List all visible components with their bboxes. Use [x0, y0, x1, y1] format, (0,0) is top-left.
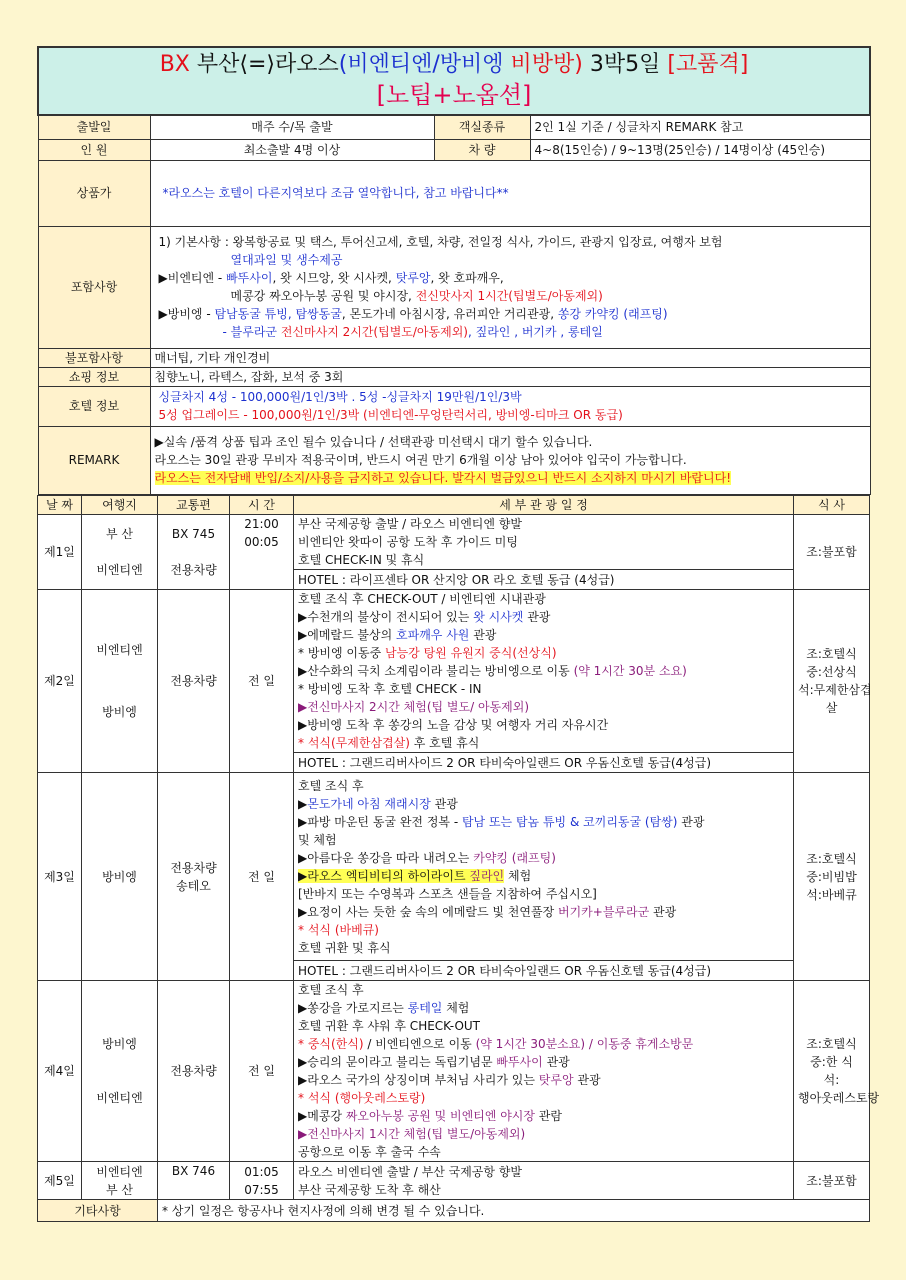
shop-value: 침향노니, 라텍스, 잡화, 보석 중 3회 [150, 367, 870, 386]
include-label: 포함사항 [38, 226, 150, 348]
day3-detail: 호텔 조식 후 ▶몬도가네 아침 재래시장 관광 ▶파방 마운틴 동굴 완전 정복 - 탐남 또는 탐놈 튜빙 & 코끼리동굴 (탐쌍) 관광 및 체험 ▶아름다운 쏭강을 따라 내려오는 카약킹 (래프팅) ▶라오스 엑티비티의 하이라이트 짚라인 체험 [반바지 또는 수영복과 스포츠 샌들을 지참하여 주십시오] ▶요정이 사는 듯한 숲 속의 에메랄드 빛 천연풀장 버기카+블루라군 관광 * 석식 (바베큐) 호텔 귀환 및 휴식 [294, 773, 794, 961]
day3-label: 제3일 [38, 773, 82, 981]
day4-place: 방비엥 비엔티엔 [82, 981, 158, 1162]
include-line-vangvieng: ▶방비엥 - 탐남동굴 튜빙, 탐쌍동굴, 몬도가네 아침시장, 유러피안 거리관광, 쏭강 카약킹 (래프팅) [158, 307, 668, 321]
day5-place: 비엔티엔 부 산 [82, 1162, 158, 1200]
day2-time: 전 일 [230, 590, 294, 773]
day4-transport: 전용차량 [158, 981, 230, 1162]
day4-meal: 조:호텔식 중:한 식 석: 행아웃레스토랑 [794, 981, 870, 1162]
day3-time: 전 일 [230, 773, 294, 981]
include-line-fruit: 열대과일 및 생수제공 [230, 253, 343, 267]
title-grade: [고품격] [667, 52, 749, 77]
vehicle-value: 4~8(15인승) / 9~13명(25인승) / 14명이상 (45인승) [530, 139, 870, 160]
depart-value: 매주 수/목 출발 [150, 115, 434, 139]
depart-label: 출발일 [38, 115, 150, 139]
day2-place: 비엔티엔 방비엥 [82, 590, 158, 773]
vehicle-label: 차 량 [434, 139, 530, 160]
hotel-single-charge: 싱글차지 4성 - 100,000원/1인/3박 . 5성 -싱글차지 19만원/1인/3박 [158, 390, 522, 404]
title-line1 [39, 50, 869, 80]
day1-time: 21:00 00:05 [230, 515, 294, 590]
day1-meal: 조:불포함 [794, 515, 870, 590]
day5-transport: BX 746 [158, 1162, 230, 1200]
people-value: 최소출발 4명 이상 [150, 139, 434, 160]
day4-detail: 호텔 조식 후 ▶쏭강을 가로지르는 롱테일 체험 호텔 귀환 후 샤워 후 CHECK-OUT * 중식(한식) / 비엔티엔으로 이동 (약 1시간 30분소요) / 이동중 휴게소방문 ▶승리의 문이라고 불리는 독립기념문 빠뚜사이 관광 ▶라오스 국가의 상징이며 부처님 사리가 있는 탓루앙 관광 * 석식 (행아웃레스토랑) ▶메콩강 짜오아누봉 공원 및 비엔티엔 야시장 관람 ▶전신마사지 1시간 체험(팁 별도/아동제외) 공항으로 이동 후 출국 수속 [294, 981, 794, 1162]
title-line2: [노팁+노옵션] [376, 81, 532, 109]
hotel-upgrade: 5성 업그레이드 - 100,000원/1인/3박 (비엔티엔-무엉탄럭서리, 방비엥-티마크 OR 동급) [158, 408, 623, 422]
exclude-label: 불포함사항 [38, 348, 150, 367]
remark-line-3: 라오스는 전자담배 반입/소지/사용을 금지하고 있습니다. 발각시 벌금있으니 반드시 소지하지 마시기 바랍니다! [154, 471, 731, 485]
day4-label: 제4일 [38, 981, 82, 1162]
title-cities-short: 비방방) [510, 52, 583, 77]
day1-detail: 부산 국제공항 출발 / 라오스 비엔티엔 향발 비엔티안 왓따이 공항 도착 후 가이드 미팅 호텔 CHECK-IN 및 휴식 [294, 515, 794, 570]
day5-label: 제5일 [38, 1162, 82, 1200]
shop-label: 쇼핑 정보 [38, 367, 150, 386]
include-line-mekong: 메콩강 짜오아누봉 공원 및 야시장, 전신맛사지 1시간(팁별도/아동제외) [230, 289, 603, 303]
remark-line-2: 라오스는 30일 관광 무비자 적용국이며, 반드시 여권 만기 6개월 이상 남아 있어야 입국이 가능합니다. [154, 453, 687, 467]
include-line-vientiane: ▶비엔티엔 - 빠뚜사이, 왓 시므앙, 왓 시사켓, 탓루앙, 왓 호파깨우, [158, 271, 504, 285]
header-meal: 식 사 [794, 496, 870, 515]
include-line-basic: 1) 기본사항 : 왕복항공료 및 택스, 투어신고세, 호텔, 차량, 전일정 식사, 가이드, 관광지 입장료, 여행자 보험 [158, 235, 723, 249]
price-note: *라오스는 호텔이 다른지역보다 조금 열악합니다, 참고 바랍니다** [150, 160, 870, 226]
day2-label: 제2일 [38, 590, 82, 773]
day4-time: 전 일 [230, 981, 294, 1162]
day3-hotel: HOTEL : 그랜드리버사이드 2 OR 타비숙아일랜드 OR 우돔신호텔 동급(4성급) [294, 961, 794, 981]
day2-meal: 조:호텔식 중:선상식 석:무제한삼겹 살 [794, 590, 870, 773]
day3-meal: 조:호텔식 중:비빔밥 석:바베큐 [794, 773, 870, 981]
day5-time: 01:05 07:55 [230, 1162, 294, 1200]
day1-place: 부 산 비엔티엔 [82, 515, 158, 590]
product-info-table [37, 46, 871, 495]
day5-detail: 라오스 비엔티엔 출발 / 부산 국제공항 향발 부산 국제공항 도착 후 해산 [294, 1162, 794, 1200]
remark-line-1: ▶실속 /품격 상품 팁과 조인 될수 있습니다 / 선택관광 미선택시 대기 할수 있습니다. [154, 435, 593, 449]
header-place: 여행지 [82, 496, 158, 515]
day2-hotel: HOTEL : 그랜드리버사이드 2 OR 타비숙아일랜드 OR 우돔신호텔 동급(4성급) [294, 753, 794, 773]
remark-label: REMARK [38, 426, 150, 494]
etc-value: * 상기 일정은 항공사나 현지사정에 의해 변경 될 수 있습니다. [158, 1200, 870, 1222]
schedule-table [37, 495, 880, 1222]
day2-transport: 전용차량 [158, 590, 230, 773]
hotel-label: 호텔 정보 [38, 386, 150, 426]
include-line-bluelagoon: - 블루라군 전신마사지 2시간(팁별도/아동제외), 짚라인 , 버기카 , 롱테일 [222, 325, 603, 339]
header-day: 날 짜 [38, 496, 82, 515]
price-label: 상품가 [38, 160, 150, 226]
header-time: 시 간 [230, 496, 294, 515]
remark-value [150, 426, 870, 494]
etc-label: 기타사항 [38, 1200, 158, 1222]
people-label: 인 원 [38, 139, 150, 160]
day1-transport: BX 745 전용차량 [158, 515, 230, 590]
include-value [150, 226, 870, 348]
title-duration: 3박5일 [589, 52, 661, 77]
room-label: 객실종류 [434, 115, 530, 139]
title-banner [38, 47, 870, 115]
day1-hotel: HOTEL : 라이프센타 OR 산지앙 OR 라오 호텔 동급 (4성급) [294, 570, 794, 590]
day3-transport: 전용차량 송테오 [158, 773, 230, 981]
header-transport: 교통편 [158, 496, 230, 515]
exclude-value: 매너팁, 기타 개인경비 [150, 348, 870, 367]
day2-detail: 호텔 조식 후 CHECK-OUT / 비엔티엔 시내관광 ▶수천개의 불상이 전시되어 있는 왓 시사켓 관광 ▶에메랄드 불상의 호파깨우 사원 관광 * 방비엥 이동중 남능강 탕원 유원지 중식(선상식) ▶산수화의 극치 소계림이라 불리는 방비엥으로 이동 (약 1시간 30분 소요) * 방비엥 도착 후 호텔 CHECK - IN ▶전신마사지 2시간 체험(팁 별도/ 아동제외) ▶방비엥 도착 후 쏭강의 노을 감상 및 여행자 거리 자유시간 * 석식(무제한삼겹살) 후 호텔 휴식 [294, 590, 794, 753]
title-airline: BX [159, 52, 190, 77]
day3-place: 방비엥 [82, 773, 158, 981]
day1-label: 제1일 [38, 515, 82, 590]
room-value: 2인 1실 기준 / 싱글차지 REMARK 참고 [530, 115, 870, 139]
hotel-value [150, 386, 870, 426]
title-cities: (비엔티엔/방비엥 [338, 52, 504, 77]
header-detail: 세 부 관 광 일 정 [294, 496, 794, 515]
day5-meal: 조:불포함 [794, 1162, 870, 1200]
title-route: 부산⟨=⟩라오스 [196, 52, 339, 77]
